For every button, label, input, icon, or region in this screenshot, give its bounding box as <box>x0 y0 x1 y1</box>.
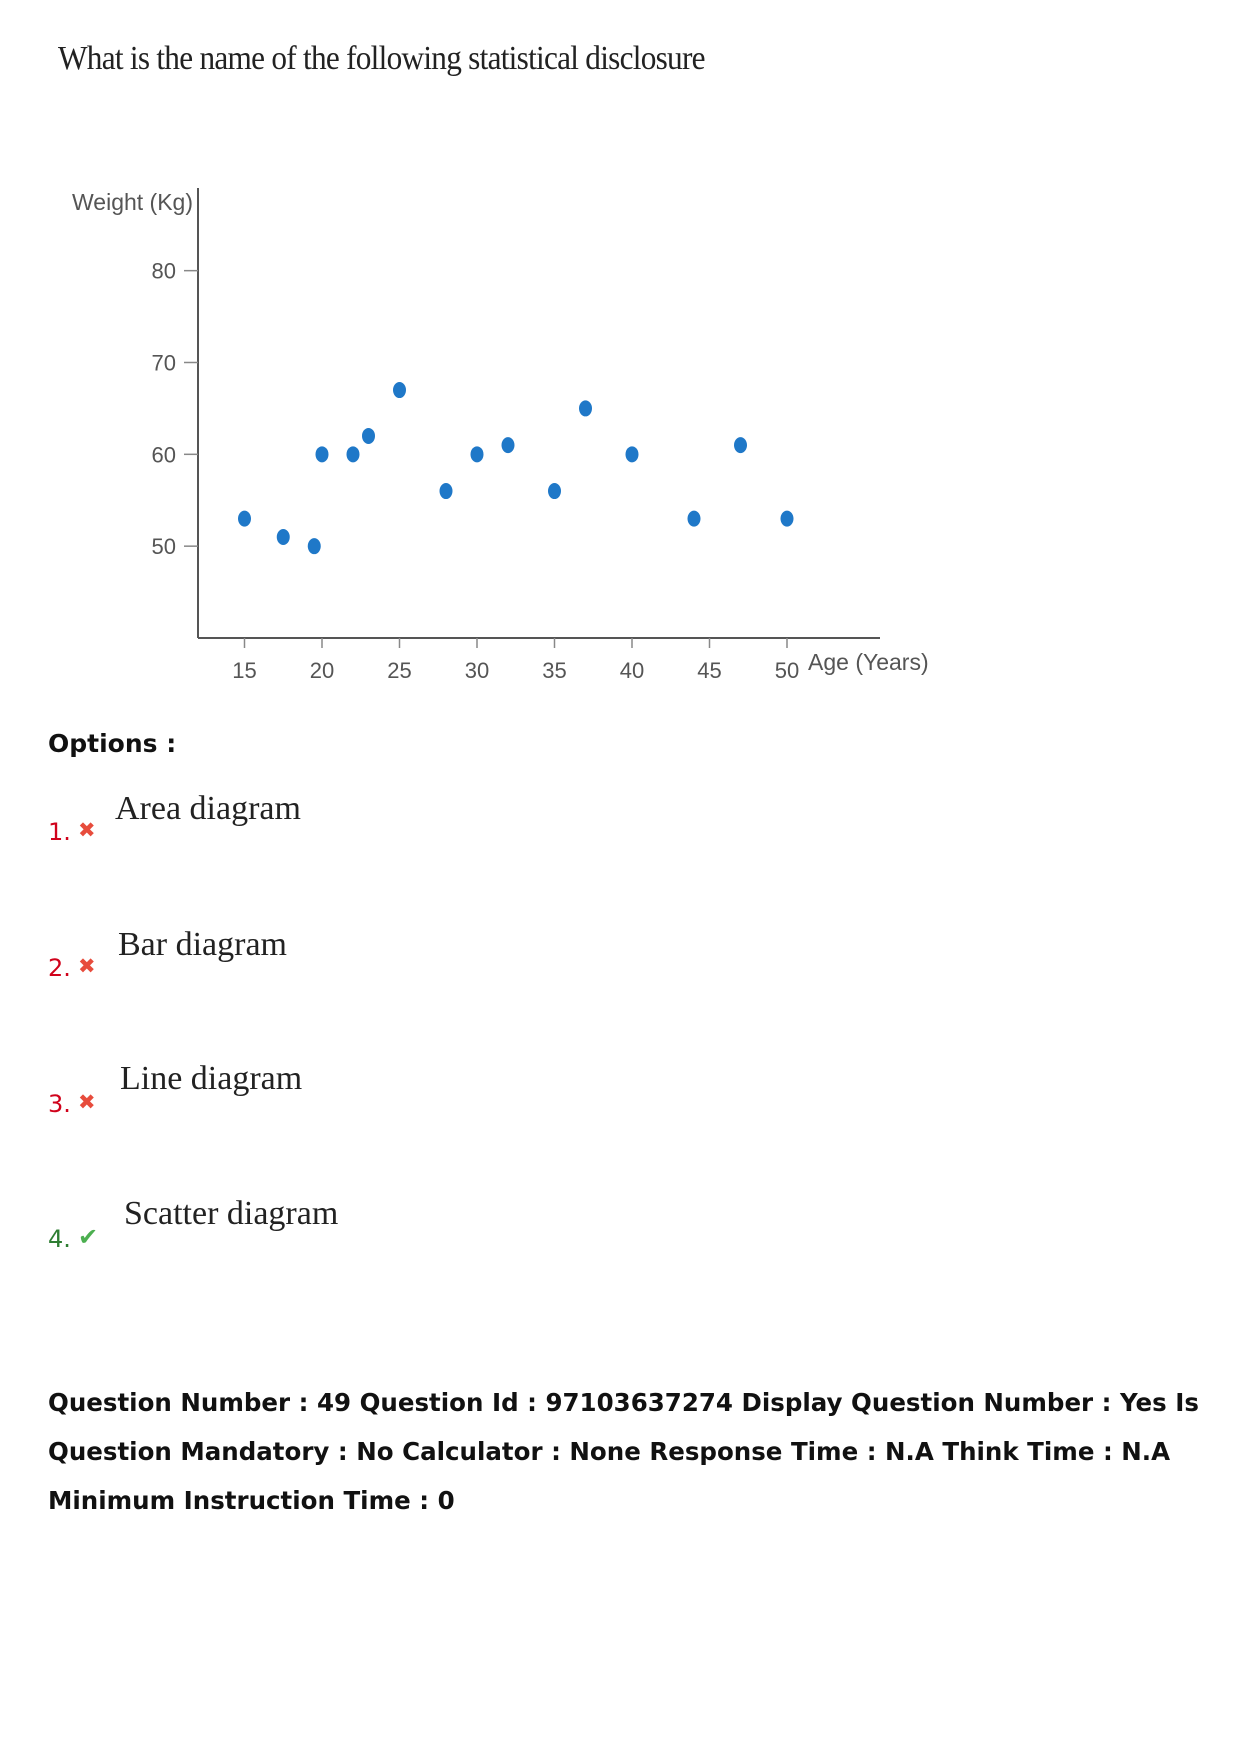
data-point <box>688 511 701 527</box>
data-point <box>734 437 747 453</box>
x-tick-label: 50 <box>774 658 800 683</box>
data-point <box>626 446 639 462</box>
data-point <box>393 382 406 398</box>
cross-icon: ✖ <box>78 954 96 978</box>
x-axis-label: Age (Years) <box>808 649 929 675</box>
data-point <box>238 511 251 527</box>
data-point <box>781 511 794 527</box>
y-tick-label: 70 <box>151 350 176 376</box>
data-point <box>502 437 515 453</box>
x-tick-label: 15 <box>232 658 257 683</box>
y-tick-label: 60 <box>151 442 176 468</box>
question-text: What is the name of the following statistical disclosure <box>58 40 705 77</box>
cross-icon: ✖ <box>78 1090 96 1114</box>
option-number: 4. <box>48 1225 71 1253</box>
question-metadata: Question Number : 49 Question Id : 97103637274 Display Question Number : Yes Is Question Mandatory : No Calculator : None Response Time : N.A Think Time : N.A Minimum Instruction Time : 0 <box>48 1388 1199 1515</box>
option-text: Area diagram <box>115 790 301 827</box>
data-point <box>548 483 561 499</box>
x-tick-label: 20 <box>309 658 335 683</box>
x-tick-label: 30 <box>464 658 490 683</box>
x-tick-label: 40 <box>619 658 645 683</box>
x-tick-label: 25 <box>387 658 412 683</box>
data-point <box>579 400 592 416</box>
data-point <box>471 446 484 462</box>
x-tick-label: 35 <box>542 658 567 683</box>
check-icon: ✔ <box>78 1223 99 1251</box>
option-text: Line diagram <box>120 1060 303 1097</box>
data-point <box>316 446 329 462</box>
option-number: 2. <box>48 954 71 982</box>
y-axis-label: Weight (Kg) <box>72 189 194 215</box>
y-tick-label: 50 <box>151 534 176 560</box>
cross-icon: ✖ <box>78 818 96 842</box>
data-point <box>347 446 360 462</box>
option-number: 1. <box>48 818 71 846</box>
option-text: Scatter diagram <box>124 1195 339 1232</box>
data-point <box>362 428 375 444</box>
data-point <box>440 483 453 499</box>
data-point <box>277 529 290 545</box>
scatter-chart <box>0 170 940 690</box>
data-point <box>308 538 321 554</box>
option-number: 3. <box>48 1090 71 1118</box>
y-tick-label: 80 <box>151 258 176 284</box>
option-text: Bar diagram <box>118 926 287 963</box>
options-heading: Options : <box>48 729 177 758</box>
x-tick-label: 45 <box>697 658 722 683</box>
